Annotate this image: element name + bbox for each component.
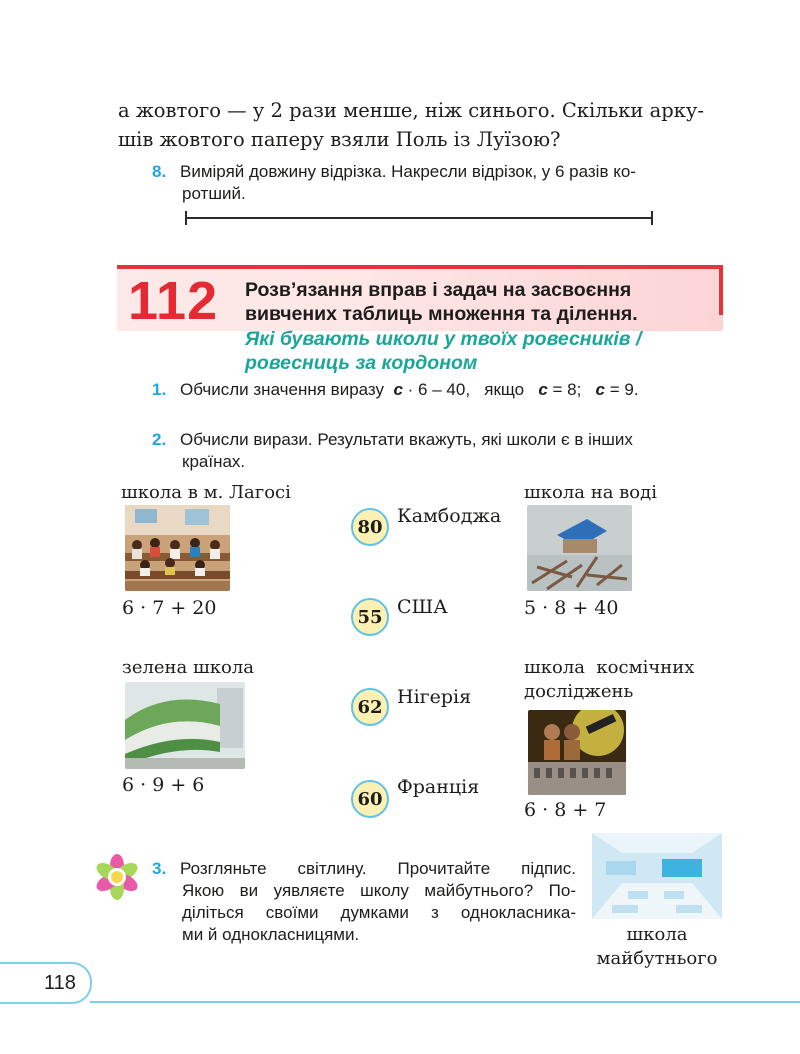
lesson-subtitle-line-1: Які бувають школи у твоїх ровесників /: [245, 328, 642, 350]
task-1-value-2: = 9.: [604, 380, 639, 399]
school-expression: 6 · 9 + 6: [122, 774, 205, 796]
banner-accent-top: [117, 265, 723, 269]
task-3-line-2: Якою ви уявляєте школу майбутнього? По-: [182, 881, 576, 900]
task-number: 1.: [152, 380, 167, 399]
intro-line-2: шів жовтого паперу взяли Поль із Луїзою?: [118, 128, 561, 151]
future-school-photo-icon: [592, 833, 722, 919]
lesson-subtitle-line-2: ровесниць за кордоном: [245, 352, 478, 374]
future-school-caption: [592, 923, 722, 971]
school-caption-line-2: досліджень: [524, 681, 634, 702]
task-1: [152, 379, 722, 401]
floating-school-photo-icon: [527, 505, 632, 591]
task-number: 3.: [152, 859, 167, 878]
flower-icon: [94, 854, 140, 900]
country-label: США: [397, 596, 448, 618]
task-1-expression: · 6 – 40,: [402, 380, 471, 399]
answer-circle: 80: [351, 508, 389, 546]
variable-c: c: [393, 380, 403, 399]
school-caption-line-1: школа космічних: [524, 657, 695, 678]
answer-circle: 60: [351, 780, 389, 818]
lesson-title: [245, 278, 638, 326]
future-school-caption-line-2: майбутнього: [596, 948, 718, 969]
school-caption: зелена школа: [122, 657, 254, 678]
task-8: [152, 161, 722, 205]
answer-circle: 55: [351, 598, 389, 636]
lesson-title-line-2: вивчених таблиць множення та ділення.: [245, 303, 638, 325]
space-school-photo-icon: [528, 710, 626, 795]
intro-line-1: а жовтого — у 2 рази менше, ніж синього. Скільки арку-: [118, 99, 704, 122]
country-label: Франція: [397, 776, 480, 798]
task-1-value-1: = 8;: [547, 380, 582, 399]
task-8-line-2: ротший.: [182, 184, 246, 203]
intro-text: [118, 96, 718, 154]
school-expression: 5 · 8 + 40: [524, 597, 619, 619]
task-3-line-4: ми й однокласницями.: [182, 925, 360, 944]
country-label: Камбоджа: [397, 505, 502, 527]
task-2-line-1: Обчисли вирази. Результати вкажуть, які школи є в інших: [180, 430, 633, 449]
measure-segment: [185, 217, 653, 219]
task-3-line-3: діліться своїми думками з однокласника-: [182, 903, 576, 922]
banner-accent-right: [719, 265, 723, 315]
task-2: [152, 429, 722, 473]
task-2-line-2: країнах.: [182, 452, 246, 471]
school-caption: [524, 656, 694, 704]
school-expression: 6 · 7 + 20: [122, 597, 217, 619]
task-number: 2.: [152, 430, 167, 449]
task-1-if: якщо: [484, 380, 525, 399]
school-caption: школа в м. Лагосі: [121, 482, 291, 503]
school-caption: школа на воді: [524, 482, 657, 503]
country-label: Нігерія: [397, 686, 472, 708]
task-3-line-1: Розгляньте світлину. Прочитайте підпис.: [180, 859, 576, 878]
lesson-title-line-1: Розв’язання вправ і задач на засвоєння: [245, 279, 632, 301]
lesson-number: 112: [128, 271, 219, 331]
future-school-caption-line-1: школа: [626, 924, 688, 945]
footer-line: [90, 1001, 800, 1003]
lesson-subtitle: [245, 327, 641, 375]
variable-c: c: [595, 380, 605, 399]
task-8-line-1: Виміряй довжину відрізка. Накресли відрізок, у 6 разів ко-: [180, 162, 636, 181]
task-3: [152, 858, 576, 946]
school-expression: 6 · 8 + 7: [524, 799, 607, 821]
page-number: 118: [44, 972, 76, 994]
classroom-photo-icon: [125, 505, 230, 591]
variable-c: c: [538, 380, 548, 399]
task-1-text: Обчисли значення виразу: [180, 380, 385, 399]
task-number: 8.: [152, 162, 167, 181]
answer-circle: 62: [351, 688, 389, 726]
green-school-photo-icon: [125, 682, 245, 769]
